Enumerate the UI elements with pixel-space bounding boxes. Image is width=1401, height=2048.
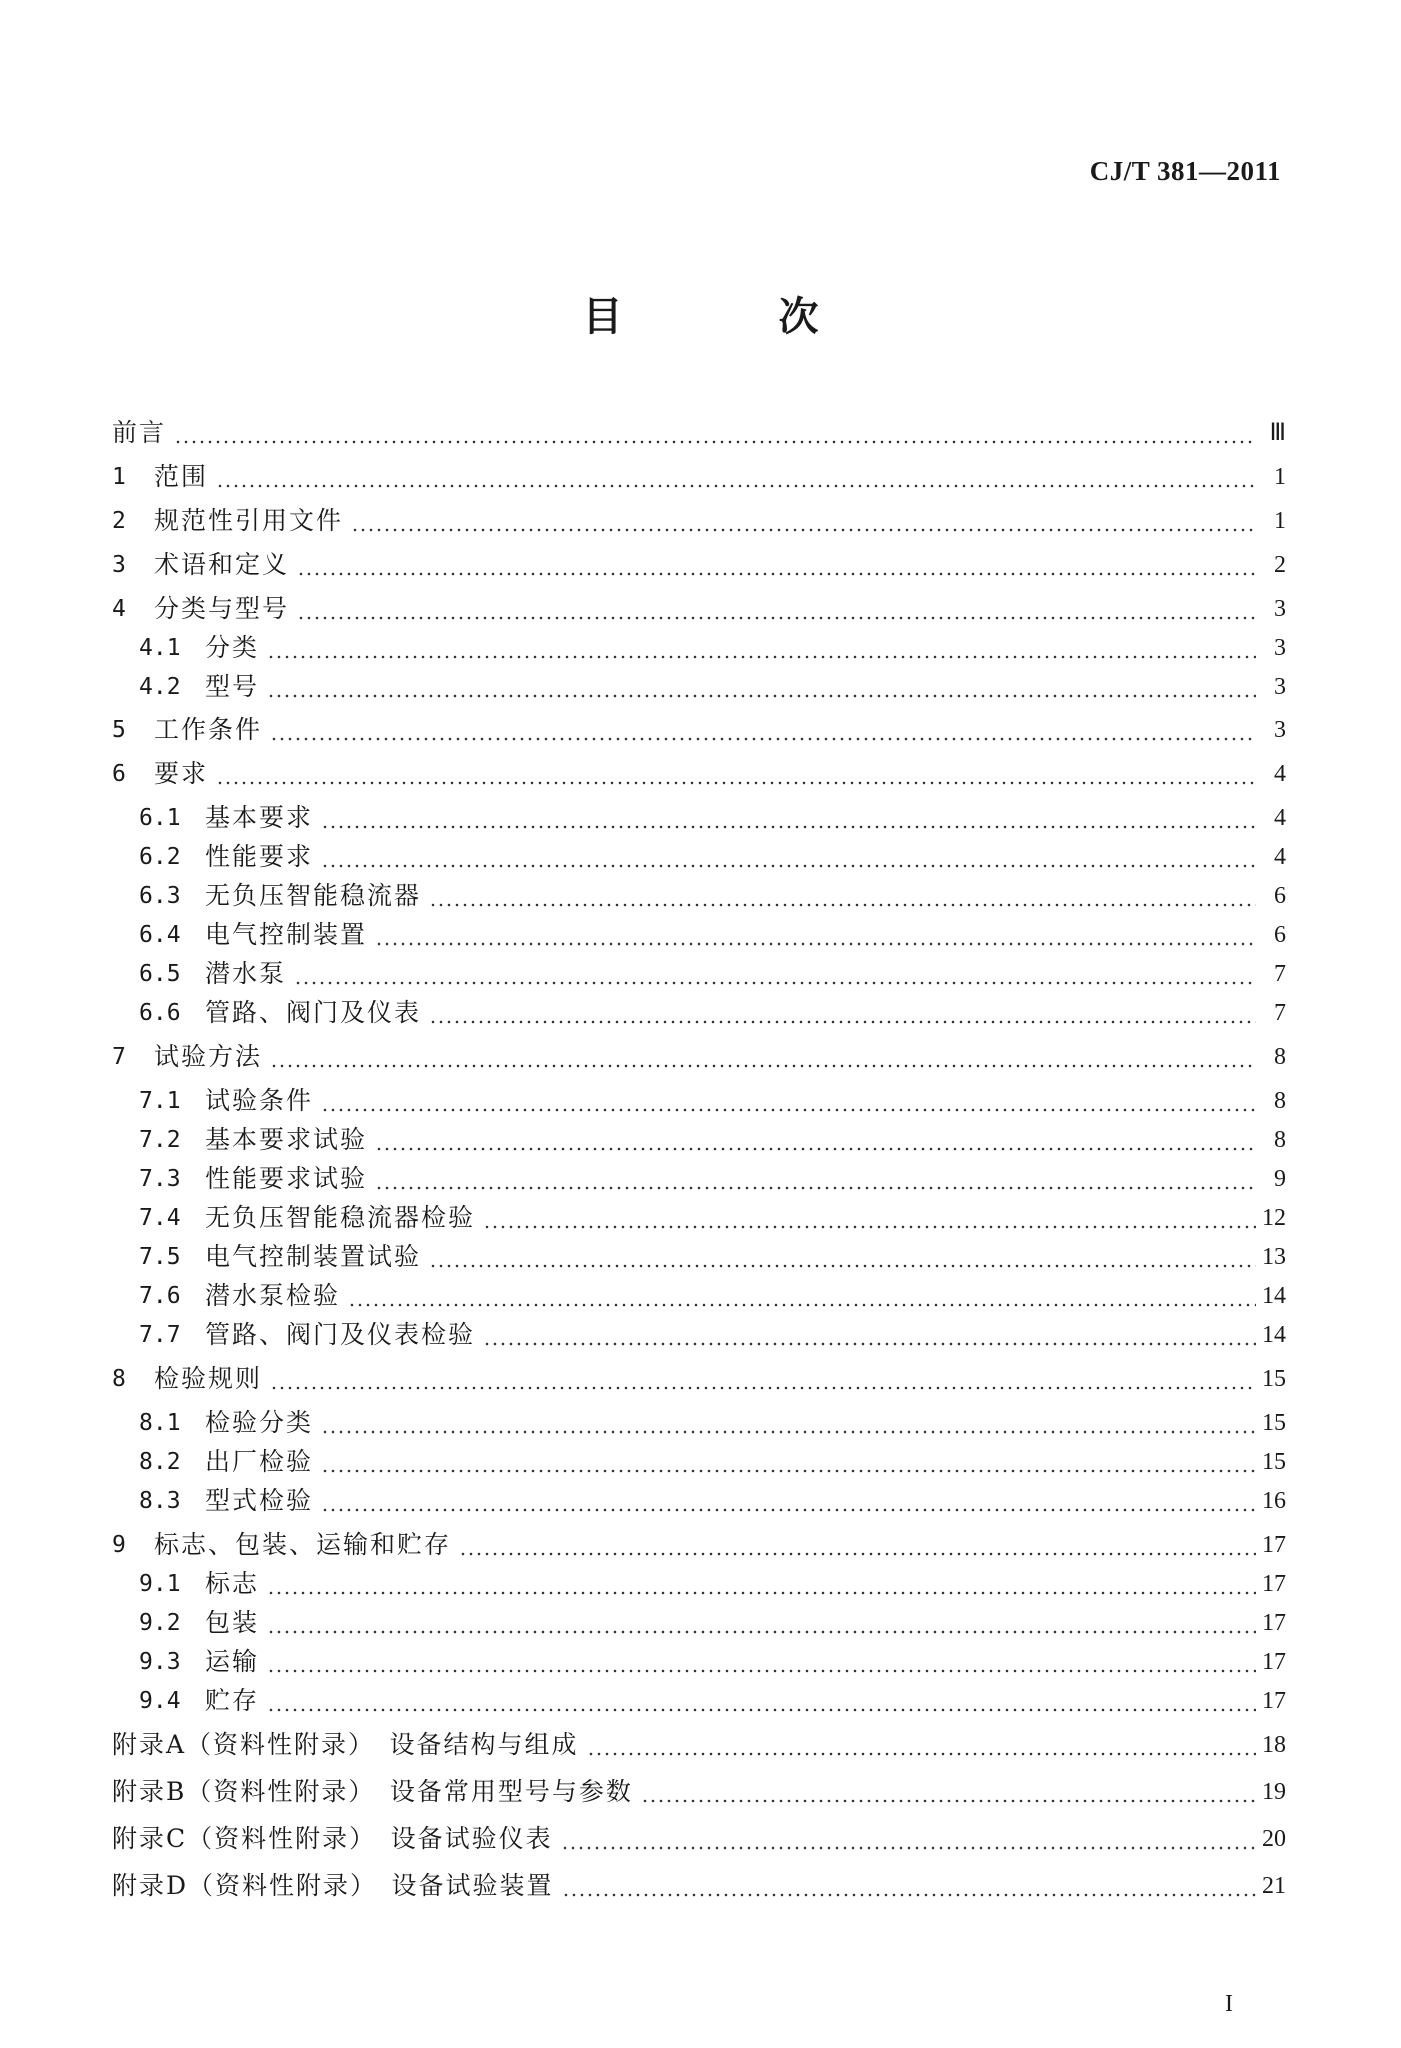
- toc-entry-page: 4: [1274, 805, 1286, 831]
- toc-entry-number: 7: [112, 1044, 126, 1070]
- toc-entry-number: 6.2: [139, 844, 181, 870]
- toc-entry-label: 性能要求: [205, 842, 314, 871]
- dot-leader: [459, 1528, 1256, 1562]
- dot-leader: [375, 1162, 1256, 1196]
- toc-entry-number: 8: [112, 1366, 126, 1392]
- toc-entry-page: 1: [1274, 464, 1286, 490]
- toc-entry-number: 4.1: [139, 635, 181, 661]
- dot-leader: [270, 1040, 1256, 1074]
- toc-entry-page: 1: [1274, 508, 1286, 534]
- toc-entry-number: 6.3: [139, 883, 181, 909]
- toc-entry-page: 21: [1262, 1873, 1286, 1899]
- dot-leader: [561, 1822, 1256, 1856]
- page-title: 目 次: [582, 293, 877, 340]
- toc-entry[interactable]: [139, 1273, 1286, 1313]
- toc-entry[interactable]: [112, 751, 1286, 791]
- toc-entry[interactable]: [139, 1400, 1286, 1440]
- toc-entry[interactable]: [139, 1312, 1286, 1352]
- toc-entry-label: 附录A（资料性附录） 设备结构与组成: [112, 1730, 579, 1759]
- toc-entry-number: 5: [112, 717, 126, 743]
- toc-entry[interactable]: [112, 586, 1286, 626]
- toc-entry-page: 17: [1262, 1571, 1286, 1597]
- toc-entry-page: 17: [1262, 1532, 1286, 1558]
- dot-leader: [321, 801, 1256, 835]
- dot-leader: [174, 416, 1256, 450]
- toc-entry-label: 电气控制装置试验: [205, 1242, 422, 1271]
- dot-leader: [641, 1775, 1256, 1809]
- toc-entry-label: 范围: [154, 462, 209, 491]
- footer-page-number: I: [1225, 1991, 1233, 2017]
- toc-entry[interactable]: [139, 912, 1286, 952]
- toc-entry-number: 9.1: [139, 1571, 181, 1597]
- toc-entry-label: 性能要求试验: [205, 1164, 368, 1193]
- toc-entry-page: 7: [1274, 961, 1286, 987]
- toc-entry-page: 19: [1262, 1779, 1286, 1805]
- dot-leader: [297, 548, 1256, 582]
- toc-entry-number: 7.7: [139, 1322, 181, 1348]
- dot-leader: [351, 504, 1256, 538]
- toc-entry-label: 型式检验: [205, 1486, 314, 1515]
- toc-entry[interactable]: [112, 1034, 1286, 1074]
- toc-entry-label: 标志、包装、运输和贮存: [154, 1530, 452, 1559]
- toc-entry-label: 试验条件: [205, 1086, 314, 1115]
- toc-entry-page: 9: [1274, 1166, 1286, 1192]
- dot-leader: [294, 957, 1256, 991]
- toc-entry-label: 标志: [205, 1569, 260, 1598]
- toc-entry[interactable]: [112, 707, 1286, 747]
- toc-entry-label: 无负压智能稳流器: [205, 881, 422, 910]
- dot-leader: [321, 1445, 1256, 1479]
- toc-entry[interactable]: [139, 873, 1286, 913]
- toc-entry-label: 无负压智能稳流器检验: [205, 1203, 476, 1232]
- toc-entry-number: 7.4: [139, 1205, 181, 1231]
- dot-leader: [321, 840, 1256, 874]
- dot-leader: [270, 1362, 1256, 1396]
- toc-entry[interactable]: [112, 1722, 1286, 1762]
- standard-code: CJ/T 381—2011: [1089, 156, 1281, 186]
- toc-entry[interactable]: [112, 1522, 1286, 1562]
- toc-entry[interactable]: [112, 1863, 1286, 1903]
- toc-entry-label: 试验方法: [154, 1042, 263, 1071]
- toc-entry[interactable]: [139, 1117, 1286, 1157]
- toc-entry-label: 出厂检验: [205, 1447, 314, 1476]
- toc-entry[interactable]: [112, 1356, 1286, 1396]
- toc-entry[interactable]: [112, 410, 1286, 450]
- dot-leader: [267, 1567, 1256, 1601]
- toc-entry-label: 附录D（资料性附录） 设备试验装置: [112, 1871, 554, 1900]
- toc-entry-page: 20: [1262, 1826, 1286, 1852]
- dot-leader: [375, 918, 1256, 952]
- toc-entry-number: 7.6: [139, 1283, 181, 1309]
- toc-entry-page: 15: [1262, 1410, 1286, 1436]
- dot-leader: [587, 1728, 1256, 1762]
- dot-leader: [267, 631, 1256, 665]
- toc-entry-label: 分类与型号: [154, 594, 290, 623]
- toc-entry-label: 电气控制装置: [205, 920, 368, 949]
- toc-entry-page: Ⅲ: [1269, 420, 1286, 446]
- toc-entry-page: 3: [1274, 635, 1286, 661]
- toc-entry-label: 包装: [205, 1608, 260, 1637]
- toc-entry-page: 14: [1262, 1283, 1286, 1309]
- toc-entry-number: 7.3: [139, 1166, 181, 1192]
- toc-entry-page: 8: [1274, 1127, 1286, 1153]
- toc-entry-page: 15: [1262, 1449, 1286, 1475]
- dot-leader: [483, 1201, 1256, 1235]
- dot-leader: [429, 879, 1256, 913]
- toc-entry[interactable]: [112, 1816, 1286, 1856]
- toc-entry-label: 基本要求试验: [205, 1125, 368, 1154]
- toc-entry-number: 3: [112, 552, 126, 578]
- toc-entry-label: 基本要求: [205, 803, 314, 832]
- dot-leader: [297, 592, 1256, 626]
- toc-entry[interactable]: [139, 951, 1286, 991]
- toc-entry[interactable]: [139, 625, 1286, 665]
- toc-entry-number: 6.5: [139, 961, 181, 987]
- toc-entry-page: 18: [1262, 1732, 1286, 1758]
- toc-entry-number: 6.1: [139, 805, 181, 831]
- toc-entry-page: 3: [1274, 717, 1286, 743]
- dot-leader: [216, 460, 1256, 494]
- toc-entry[interactable]: [139, 1639, 1286, 1679]
- dot-leader: [375, 1123, 1256, 1157]
- toc-entry-label: 管路、阀门及仪表: [205, 998, 422, 1027]
- toc-entry[interactable]: [139, 1234, 1286, 1274]
- toc-entry-number: 8.2: [139, 1449, 181, 1475]
- toc-entry[interactable]: [139, 795, 1286, 835]
- toc-entry-page: 3: [1274, 596, 1286, 622]
- dot-leader: [267, 670, 1256, 704]
- toc-entry[interactable]: [139, 834, 1286, 874]
- toc-entry-number: 1: [112, 464, 126, 490]
- toc-entry-number: 7.2: [139, 1127, 181, 1153]
- toc-entry-page: 8: [1274, 1088, 1286, 1114]
- toc-entry-number: 6: [112, 761, 126, 787]
- toc-entry-label: 贮存: [205, 1686, 260, 1715]
- toc-entry-page: 3: [1274, 674, 1286, 700]
- toc-entry-page: 17: [1262, 1610, 1286, 1636]
- toc-entry-page: 17: [1262, 1688, 1286, 1714]
- toc-entry[interactable]: [139, 1561, 1286, 1601]
- toc-entry-number: 6.6: [139, 1000, 181, 1026]
- toc-entry-label: 分类: [205, 633, 260, 662]
- toc-entry-page: 15: [1262, 1366, 1286, 1392]
- toc-entry-label: 规范性引用文件: [154, 506, 344, 535]
- toc-entry[interactable]: [139, 664, 1286, 704]
- dot-leader: [267, 1606, 1256, 1640]
- dot-leader: [429, 996, 1256, 1030]
- dot-leader: [562, 1869, 1256, 1903]
- toc-entry-page: 4: [1274, 844, 1286, 870]
- toc-entry-number: 7.1: [139, 1088, 181, 1114]
- toc-entry-number: 2: [112, 508, 126, 534]
- dot-leader: [270, 713, 1256, 747]
- dot-leader: [321, 1406, 1256, 1440]
- toc-entry[interactable]: [139, 1195, 1286, 1235]
- toc-entry-number: 4.2: [139, 674, 181, 700]
- dot-leader: [429, 1240, 1256, 1274]
- toc-entry-page: 4: [1274, 761, 1286, 787]
- toc-entry-page: 14: [1262, 1322, 1286, 1348]
- toc-entry[interactable]: [139, 990, 1286, 1030]
- toc-entry[interactable]: [112, 454, 1286, 494]
- dot-leader: [267, 1645, 1256, 1679]
- toc-entry[interactable]: [112, 542, 1286, 582]
- toc-entry-label: 要求: [154, 759, 209, 788]
- toc-entry[interactable]: [139, 1156, 1286, 1196]
- toc-entry-page: 8: [1274, 1044, 1286, 1070]
- toc-entry-label: 工作条件: [154, 715, 263, 744]
- toc-entry[interactable]: [139, 1078, 1286, 1118]
- toc-entry-number: 8.1: [139, 1410, 181, 1436]
- toc-entry[interactable]: [139, 1439, 1286, 1479]
- dot-leader: [348, 1279, 1256, 1313]
- toc-entry[interactable]: [139, 1678, 1286, 1718]
- toc-entry-label: 附录C（资料性附录） 设备试验仪表: [112, 1824, 553, 1853]
- toc-entry-number: 6.4: [139, 922, 181, 948]
- toc-entry-page: 16: [1262, 1488, 1286, 1514]
- toc-entry-number: 9: [112, 1532, 126, 1558]
- toc-entry-page: 12: [1262, 1205, 1286, 1231]
- toc-entry-label: 附录B（资料性附录） 设备常用型号与参数: [112, 1777, 633, 1806]
- toc-entry-page: 17: [1262, 1649, 1286, 1675]
- toc-entry-number: 9.3: [139, 1649, 181, 1675]
- toc-entry-page: 6: [1274, 922, 1286, 948]
- toc-entry-label: 潜水泵检验: [205, 1281, 341, 1310]
- toc-entry-label: 运输: [205, 1647, 260, 1676]
- toc-entry-number: 7.5: [139, 1244, 181, 1270]
- toc-entry-number: 8.3: [139, 1488, 181, 1514]
- toc-entry-page: 2: [1274, 552, 1286, 578]
- toc-entry-label: 检验规则: [154, 1364, 263, 1393]
- toc-entry-page: 6: [1274, 883, 1286, 909]
- toc-entry-label: 管路、阀门及仪表检验: [205, 1320, 476, 1349]
- toc-entry[interactable]: [139, 1600, 1286, 1640]
- toc-entry-page: 7: [1274, 1000, 1286, 1026]
- dot-leader: [216, 757, 1256, 791]
- toc-entry[interactable]: [112, 498, 1286, 538]
- toc-entry-label: 潜水泵: [205, 959, 287, 988]
- toc-entry-label: 术语和定义: [154, 550, 290, 579]
- toc-entry-number: 9.4: [139, 1688, 181, 1714]
- toc-entry-label: 前言: [112, 418, 167, 447]
- toc-entry-page: 13: [1262, 1244, 1286, 1270]
- toc-entry-label: 检验分类: [205, 1408, 314, 1437]
- dot-leader: [321, 1084, 1256, 1118]
- dot-leader: [267, 1684, 1256, 1718]
- dot-leader: [321, 1484, 1256, 1518]
- toc-entry-number: 4: [112, 596, 126, 622]
- toc-entry[interactable]: [112, 1769, 1286, 1809]
- toc-entry-number: 9.2: [139, 1610, 181, 1636]
- toc-entry[interactable]: [139, 1478, 1286, 1518]
- dot-leader: [483, 1318, 1256, 1352]
- toc-entry-label: 型号: [205, 672, 260, 701]
